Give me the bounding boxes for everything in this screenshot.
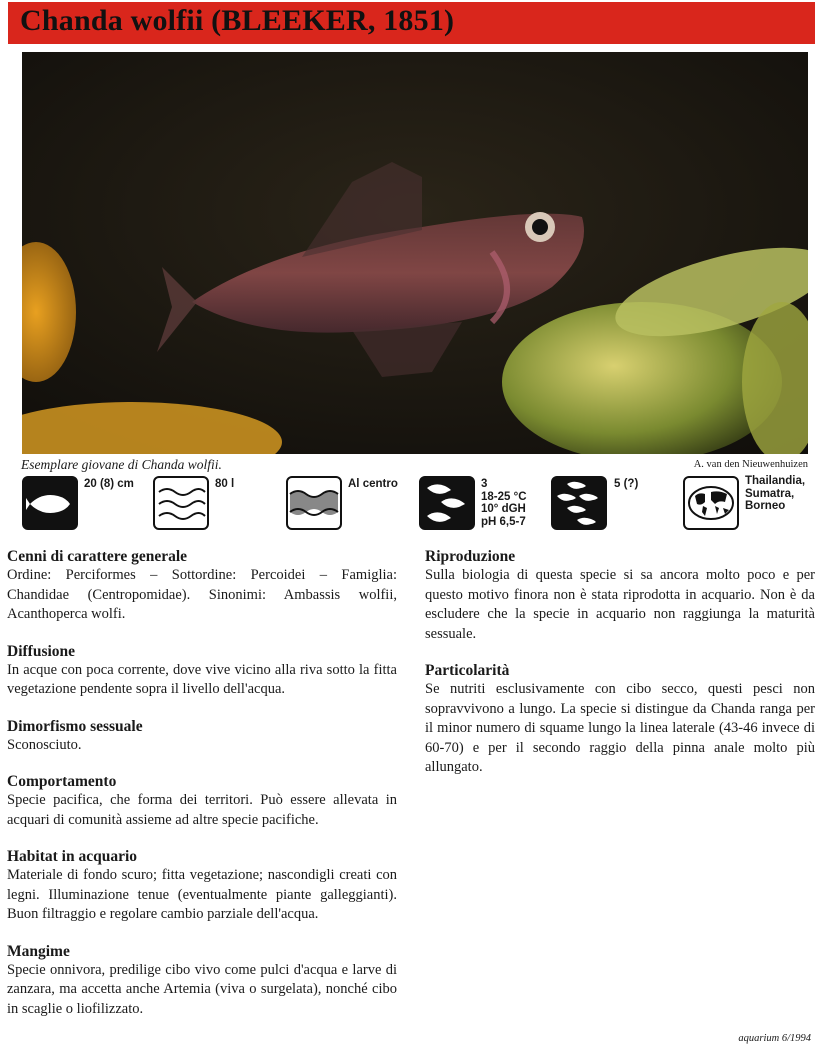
difficulty-value: 5 (?) — [614, 478, 639, 490]
title-bar — [8, 2, 815, 44]
fish-size-icon — [22, 476, 78, 530]
water-params — [481, 478, 527, 528]
photo-credit: A. van den Nieuwenhuizen — [693, 459, 808, 470]
group-value: 3 — [481, 478, 488, 490]
hardness-value: 10° dGH — [481, 503, 526, 515]
world-map-icon — [683, 476, 739, 530]
difficulty-icon — [551, 476, 607, 530]
section-dimorphism — [7, 717, 397, 756]
section-heading: Diffusione — [7, 642, 76, 660]
footer-citation: aquarium 6/1994 — [738, 1033, 811, 1044]
zone-value: Al centro — [348, 478, 398, 490]
fish-photo — [22, 52, 808, 454]
section-heading: Cenni di carattere generale — [7, 548, 188, 565]
section-particularities — [425, 661, 815, 778]
ph-value: pH 6,5-7 — [481, 515, 526, 528]
section-heading: Riproduzione — [425, 548, 516, 565]
range-line-2: Sumatra, — [745, 487, 795, 500]
volume-value: 80 l — [215, 478, 235, 490]
section-heading: Habitat in acquario — [7, 848, 138, 865]
section-heading: Particolarità — [425, 662, 510, 679]
section-text: In acque con poca corrente, dove vive vicino alla riva sotto la fitta vegetazione pendente sopra il livello dell'acqua. — [7, 661, 397, 697]
swimming-zone-icon — [286, 476, 342, 530]
section-text: Specie onnivora, predilige cibo vivo come pulci d'acqua e larve di zanzara, ma accetta anche Artemia (viva o surgelata), nonché cibo in scaglie o liofilizzato. — [7, 961, 397, 1017]
temperature-value: 18-25 °C — [481, 490, 527, 503]
section-heading: Mangime — [7, 942, 70, 960]
section-food — [7, 942, 397, 1020]
section-general — [7, 547, 397, 625]
left-column — [7, 547, 397, 1036]
page-title: Chanda wolfii (BLEEKER, 1851) — [20, 4, 455, 37]
section-text: Ordine: Perciformes – Sottordine: Percoidei – Famiglia: Chandidae (Centropomidae). Sinonimi: Ambassis wolfii, Acanthoperca wolfi. — [7, 567, 397, 622]
size-value: 20 (8) cm — [84, 478, 134, 490]
photo-caption: Esemplare giovane di Chanda wolfii. — [21, 457, 222, 472]
section-habitat — [7, 847, 397, 925]
range-list — [745, 475, 805, 513]
section-distribution — [7, 642, 397, 700]
section-text: Specie pacifica, che forma dei territori. Può essere allevata in acquari di comunità assieme ad altre specie pacifiche. — [7, 792, 397, 828]
section-heading: Comportamento — [7, 773, 117, 790]
section-heading: Dimorfismo sessuale — [7, 717, 143, 735]
right-column — [425, 547, 815, 795]
section-text: Sconosciuto. — [7, 736, 82, 753]
section-reproduction — [425, 547, 815, 644]
section-behaviour — [7, 772, 397, 830]
range-line-3: Borneo — [745, 500, 786, 512]
tank-volume-icon — [153, 476, 209, 530]
section-text: Sulla biologia di questa specie si sa ancora molto poco e per questo motivo finora non è stata riprodotta in acquario. Non è da escludere che la specie in acquario non raggiunga la maturità sessuale. — [425, 567, 815, 642]
group-water-icon — [419, 476, 475, 530]
section-text: Se nutriti esclusivamente con cibo secco, questi pesci non sopravvivono a lungo. La specie si distingue da Chanda ranga per il minor numero di squame lungo la linea laterale (43-46 invece di 60-70) e per il secondo raggio della pinna anale molto più allungato. — [425, 681, 815, 775]
range-line-1: Thailandia, — [745, 475, 806, 487]
section-text: Materiale di fondo scuro; fitta vegetazione; nascondigli creati con legni. Illuminazione tenue (eventualmente piante galleggianti). Buon filtraggio e regolare cambio parziale dell'acqua. — [7, 867, 397, 922]
